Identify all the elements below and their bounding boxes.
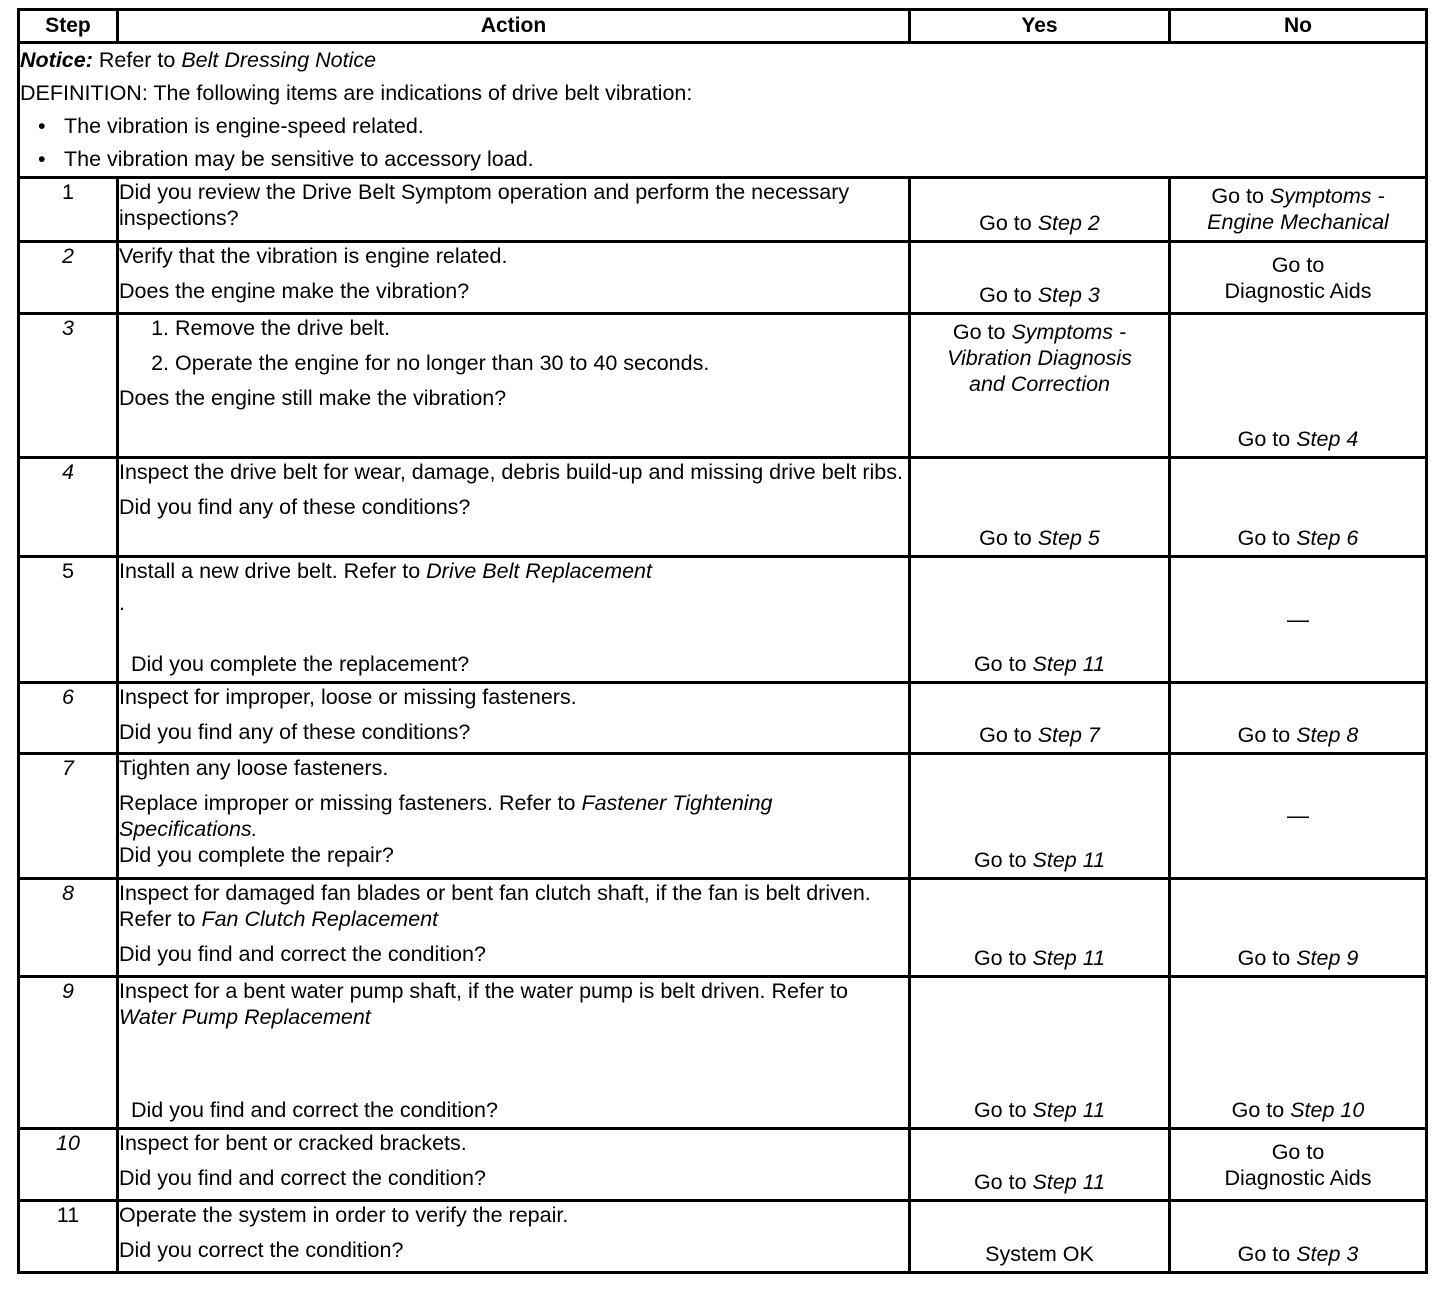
yes-cell (910, 242, 1170, 314)
no-cell (1170, 879, 1427, 977)
no-link[interactable]: Go to Diagnostic Aids (1224, 252, 1372, 303)
yes-link[interactable]: Go to Step 3 (979, 283, 1100, 307)
bullet-item: • The vibration is engine-speed related. (20, 110, 1425, 143)
step-row-3 (19, 314, 1427, 458)
step-row-11 (19, 1201, 1427, 1273)
step-number: 9 (19, 977, 118, 1129)
step-row-8 (19, 879, 1427, 977)
notice-ref: Belt Dressing Notice (181, 48, 377, 72)
no-cell (1170, 1129, 1427, 1201)
step-row-5 (19, 557, 1427, 683)
no-link[interactable]: Go to Step 9 (1237, 946, 1359, 970)
no-link[interactable]: Go to Step 6 (1237, 526, 1359, 550)
no-cell (1170, 557, 1427, 683)
no-link[interactable]: Go to Step 4 (1237, 427, 1359, 451)
action-question: Does the engine make the vibration? (119, 279, 470, 303)
no-cell (1170, 242, 1427, 314)
action-cell: Tighten any loose fasteners. Replace improper or missing fasteners. Refer to Fastener Tightening Specifications. Did you complete the repair? (118, 754, 910, 879)
yes-cell (910, 458, 1170, 557)
action-list (119, 315, 908, 376)
list-item: 1. Remove the drive belt. (175, 315, 908, 341)
action-cell: Inspect for a bent water pump shaft, if the water pump is belt driven. Refer to Water Pump Replacement Did you find and correct the condition? (118, 977, 910, 1129)
list-item: 2. Operate the engine for no longer than 30 to 40 seconds. (175, 350, 908, 376)
step-number: 5 (19, 557, 118, 683)
header-yes: Yes (910, 10, 1170, 43)
step-number: 10 (19, 1129, 118, 1201)
notice-text: Refer to (98, 48, 176, 72)
no-dash: — (1287, 803, 1309, 828)
no-cell (1170, 977, 1427, 1129)
yes-link[interactable]: Go to Step 5 (979, 526, 1100, 550)
yes-link[interactable]: Go to Step 11 (973, 946, 1106, 970)
step-row-9 (19, 977, 1427, 1129)
action-cell: Operate the system in order to verify the repair. Did you correct the condition? (118, 1201, 910, 1273)
yes-cell (910, 178, 1170, 242)
step-number: 11 (19, 1201, 118, 1273)
action-question: Did you correct the condition? (119, 1238, 404, 1262)
action-question: Did you complete the replacement? (131, 652, 470, 676)
yes-link[interactable]: Go to Step 11 (973, 1098, 1106, 1122)
action-question: Did you find and correct the condition? (119, 942, 486, 966)
action-question: Did you find any of these conditions? (119, 495, 471, 519)
step-number: 6 (19, 683, 118, 754)
action-text: Did you review the Drive Belt Symptom operation and perform the necessary inspections? (119, 180, 850, 230)
action-question: Did you find any of these conditions? (119, 720, 471, 744)
yes-cell (910, 977, 1170, 1129)
yes-link[interactable]: Go to Step 2 (979, 211, 1100, 235)
action-cell (118, 314, 910, 458)
yes-result: System OK (985, 1242, 1094, 1266)
no-cell (1170, 683, 1427, 754)
diagnostic-table (17, 8, 1428, 1274)
definition-line: DEFINITION: The following items are indications of drive belt vibration: (20, 81, 693, 105)
step-row-2 (19, 242, 1427, 314)
action-question: Did you find and correct the condition? (131, 1098, 498, 1122)
step-number: 3 (19, 314, 118, 458)
action-question: Did you find and correct the condition? (119, 1166, 486, 1190)
no-cell (1170, 178, 1427, 242)
action-cell: Verify that the vibration is engine related. Does the engine make the vibration? (118, 242, 910, 314)
action-cell: Inspect the drive belt for wear, damage, debris build-up and missing drive belt ribs. Did you find any of these conditions? (118, 458, 910, 557)
notice-row (19, 43, 1427, 178)
no-link[interactable]: Go to Step 10 (1231, 1098, 1365, 1122)
reference-link[interactable]: Water Pump Replacement (119, 1005, 371, 1029)
yes-link[interactable]: Go to Step 7 (979, 723, 1100, 747)
step-row-1 (19, 178, 1427, 242)
no-link[interactable]: Go to Symptoms - Engine Mechanical (1207, 184, 1389, 234)
yes-cell (910, 314, 1170, 458)
reference-link[interactable]: Drive Belt Replacement (426, 559, 652, 583)
no-cell (1170, 754, 1427, 879)
yes-cell (910, 1201, 1170, 1273)
no-link[interactable]: Go to Diagnostic Aids (1224, 1139, 1372, 1190)
bullet-symbol: • (38, 147, 46, 171)
bullet-symbol: • (38, 114, 46, 138)
step-number: 4 (19, 458, 118, 557)
action-cell (118, 178, 910, 242)
step-row-7 (19, 754, 1427, 879)
header-no: No (1170, 10, 1427, 43)
no-dash: — (1287, 606, 1309, 632)
reference-link[interactable]: Fan Clutch Replacement (201, 907, 439, 931)
header-action: Action (118, 10, 910, 43)
yes-link[interactable]: Go to Step 11 (973, 652, 1106, 676)
no-link[interactable]: Go to Step 8 (1237, 723, 1359, 747)
step-row-4 (19, 458, 1427, 557)
notice-label: Notice: (20, 48, 93, 72)
yes-cell (910, 879, 1170, 977)
yes-cell (910, 683, 1170, 754)
action-question: Did you complete the repair? (119, 843, 394, 867)
action-cell: Inspect for bent or cracked brackets. Did you find and correct the condition? (118, 1129, 910, 1201)
yes-link[interactable]: Go to Step 11 (973, 1170, 1106, 1194)
notice-cell (19, 43, 1427, 178)
no-cell (1170, 1201, 1427, 1273)
no-cell (1170, 458, 1427, 557)
step-row-6 (19, 683, 1427, 754)
no-link[interactable]: Go to Step 3 (1237, 1242, 1359, 1266)
action-question: Does the engine still make the vibration? (119, 386, 507, 410)
step-number: 1 (19, 178, 118, 242)
step-number: 8 (19, 879, 118, 977)
yes-cell (910, 557, 1170, 683)
header-step: Step (19, 10, 118, 43)
step-number: 2 (19, 242, 118, 314)
bullet-item: • The vibration may be sensitive to accessory load. (20, 143, 1425, 176)
no-cell (1170, 314, 1427, 458)
yes-link[interactable]: Go to Step 11 (973, 848, 1106, 872)
yes-cell (910, 754, 1170, 879)
yes-link[interactable]: Go to Symptoms - Vibration Diagnosis and Correction (947, 320, 1132, 396)
reference-link[interactable]: Fastener Tightening Specifications. (119, 791, 773, 841)
action-cell: Inspect for damaged fan blades or bent fan clutch shaft, if the fan is belt driven. Refer to Fan Clutch Replacement Did you find and correct the condition? (118, 879, 910, 977)
action-cell: Install a new drive belt. Refer to Drive Belt Replacement . Did you complete the replacement? (118, 557, 910, 683)
header-row (19, 10, 1427, 43)
step-number: 7 (19, 754, 118, 879)
yes-cell (910, 1129, 1170, 1201)
step-row-10 (19, 1129, 1427, 1201)
notice-line (20, 44, 1425, 77)
action-cell: Inspect for improper, loose or missing fasteners. Did you find any of these conditions? (118, 683, 910, 754)
